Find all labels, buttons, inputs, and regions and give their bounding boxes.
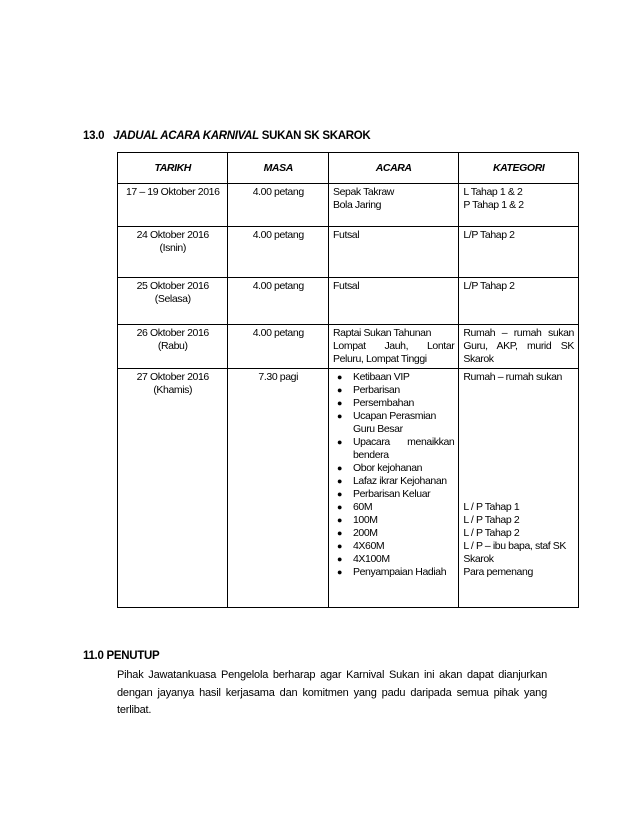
acara-text: Lompat Jauh, Lontar Peluru, Lompat Tinggi: [332, 340, 455, 365]
bullet-icon: ●: [336, 476, 343, 486]
list-item: ● Upacara menaikkan bendera: [336, 436, 455, 461]
tarikh-text: 26 Oktober 2016: [136, 327, 209, 339]
list-item: ● Perbarisan: [336, 384, 400, 396]
bullet-icon: ●: [336, 411, 343, 421]
bullet-icon: ●: [336, 437, 343, 447]
bullet-icon: ●: [336, 398, 343, 408]
bullet-icon: ●: [336, 515, 343, 525]
list-item: ● Penyampaian Hadiah: [336, 566, 447, 578]
kategori-text: L/P Tahap 2: [463, 280, 515, 292]
bullet-icon: ●: [336, 502, 343, 512]
bullet-icon: ●: [336, 528, 343, 538]
list-item: ● Ucapan Perasmian Guru Besar: [336, 410, 436, 435]
acara-bullet-list: [333, 371, 454, 579]
bullet-icon: ●: [336, 567, 343, 577]
tarikh-day: (Rabu): [157, 340, 188, 352]
acara-text: Raptai Sukan Tahunan: [332, 327, 432, 339]
list-item: ● Lafaz ikrar Kejohanan: [336, 475, 447, 487]
tarikh-text: 25 Oktober 2016: [136, 280, 209, 292]
list-item: ● Ketibaan VIP: [336, 371, 410, 383]
kategori-text: L/P Tahap 2: [463, 229, 515, 241]
schedule-table: [117, 152, 579, 608]
table-row: [118, 369, 579, 608]
bullet-icon: ●: [336, 372, 343, 382]
penutup-paragraph: Pihak Jawatankuasa Pengelola berharap agar Karnival Sukan ini akan dapat dianjurkan dengan jayanya hasil kerjasama dan komitmen yang padu daripada semua pihak yang terlibat.: [117, 669, 547, 716]
cell-masa: 4.00 petang: [228, 184, 329, 227]
table-row: [118, 184, 579, 227]
cell-acara: [328, 227, 458, 278]
header-tarikh: TARIKH: [118, 153, 228, 184]
cell-acara: [328, 325, 458, 369]
kategori-text: P Tahap 1 & 2: [463, 199, 524, 211]
table-row: [118, 227, 579, 278]
section-title-italic: JADUAL ACARA KARNIVAL: [113, 130, 259, 142]
header-kategori: KATEGORI: [459, 153, 579, 184]
section-number: 13.0: [83, 130, 105, 142]
table-row: [118, 278, 579, 325]
cell-masa: 7.30 pagi: [228, 369, 329, 608]
header-acara: ACARA: [328, 153, 458, 184]
tarikh-text: 17 – 19 Oktober 2016: [125, 186, 220, 198]
list-item: ● Obor kejohanan: [336, 462, 423, 474]
cell-tarikh: [118, 369, 228, 608]
kategori-text: Rumah – rumah sukan: [463, 371, 562, 383]
cell-tarikh: [118, 325, 228, 369]
list-item: ● 60M: [336, 501, 373, 513]
bullet-icon: ●: [336, 463, 343, 473]
section-title: PENUTUP: [106, 650, 160, 662]
header-masa: MASA: [228, 153, 329, 184]
bullet-icon: ●: [336, 554, 343, 564]
cell-acara: [328, 278, 458, 325]
tarikh-text: 27 Oktober 2016: [136, 371, 209, 383]
cell-kategori: [459, 369, 579, 608]
cell-kategori: [459, 227, 579, 278]
tarikh-text: 24 Oktober 2016: [136, 229, 209, 241]
cell-acara: [328, 184, 458, 227]
list-item: ● 200M: [336, 527, 378, 539]
cell-masa: 4.00 petang: [228, 325, 329, 369]
section-11-heading: [83, 650, 159, 662]
section-title-rest: SUKAN SK SKAROK: [261, 130, 371, 142]
tarikh-day: (Khamis): [153, 384, 193, 396]
cell-acara-list: [328, 369, 458, 608]
kategori-text: L Tahap 1 & 2: [463, 186, 523, 198]
kategori-text: Rumah – rumah sukan Guru, AKP, murid SK Skarok: [463, 327, 574, 365]
cell-kategori: [459, 278, 579, 325]
cell-kategori: [459, 184, 579, 227]
acara-text: Futsal: [332, 280, 360, 292]
bullet-icon: ●: [336, 489, 343, 499]
spacer: [463, 384, 574, 501]
list-item: ● 100M: [336, 514, 378, 526]
table-row: [118, 325, 579, 369]
acara-text: Futsal: [332, 229, 360, 241]
section-number: 11.0: [83, 650, 104, 662]
list-item: ● 4X60M: [336, 540, 385, 552]
cell-kategori: [459, 325, 579, 369]
bullet-icon: ●: [336, 541, 343, 551]
cell-masa: 4.00 petang: [228, 278, 329, 325]
list-item: ● 4X100M: [336, 553, 390, 565]
cell-masa: 4.00 petang: [228, 227, 329, 278]
bullet-icon: ●: [336, 385, 343, 395]
tarikh-day: (Selasa): [154, 293, 191, 305]
kategori-text: L / P Tahap 1: [463, 501, 520, 513]
cell-tarikh: [118, 278, 228, 325]
acara-text: Sepak Takraw: [332, 186, 394, 198]
table-header-row: [118, 153, 579, 184]
cell-tarikh: [118, 184, 228, 227]
cell-tarikh: [118, 227, 228, 278]
tarikh-day: (Isnin): [159, 242, 186, 254]
list-item: ● Persembahan: [336, 397, 414, 409]
kategori-text: L / P Tahap 2: [463, 527, 520, 539]
list-item: ● Perbarisan Keluar: [336, 488, 431, 500]
section-13-heading: [83, 130, 370, 142]
kategori-text: L / P – ibu bapa, staf SK Skarok: [463, 540, 567, 565]
kategori-text: L / P Tahap 2: [463, 514, 520, 526]
kategori-text: Para pemenang: [463, 566, 533, 578]
acara-text: Bola Jaring: [332, 199, 382, 211]
